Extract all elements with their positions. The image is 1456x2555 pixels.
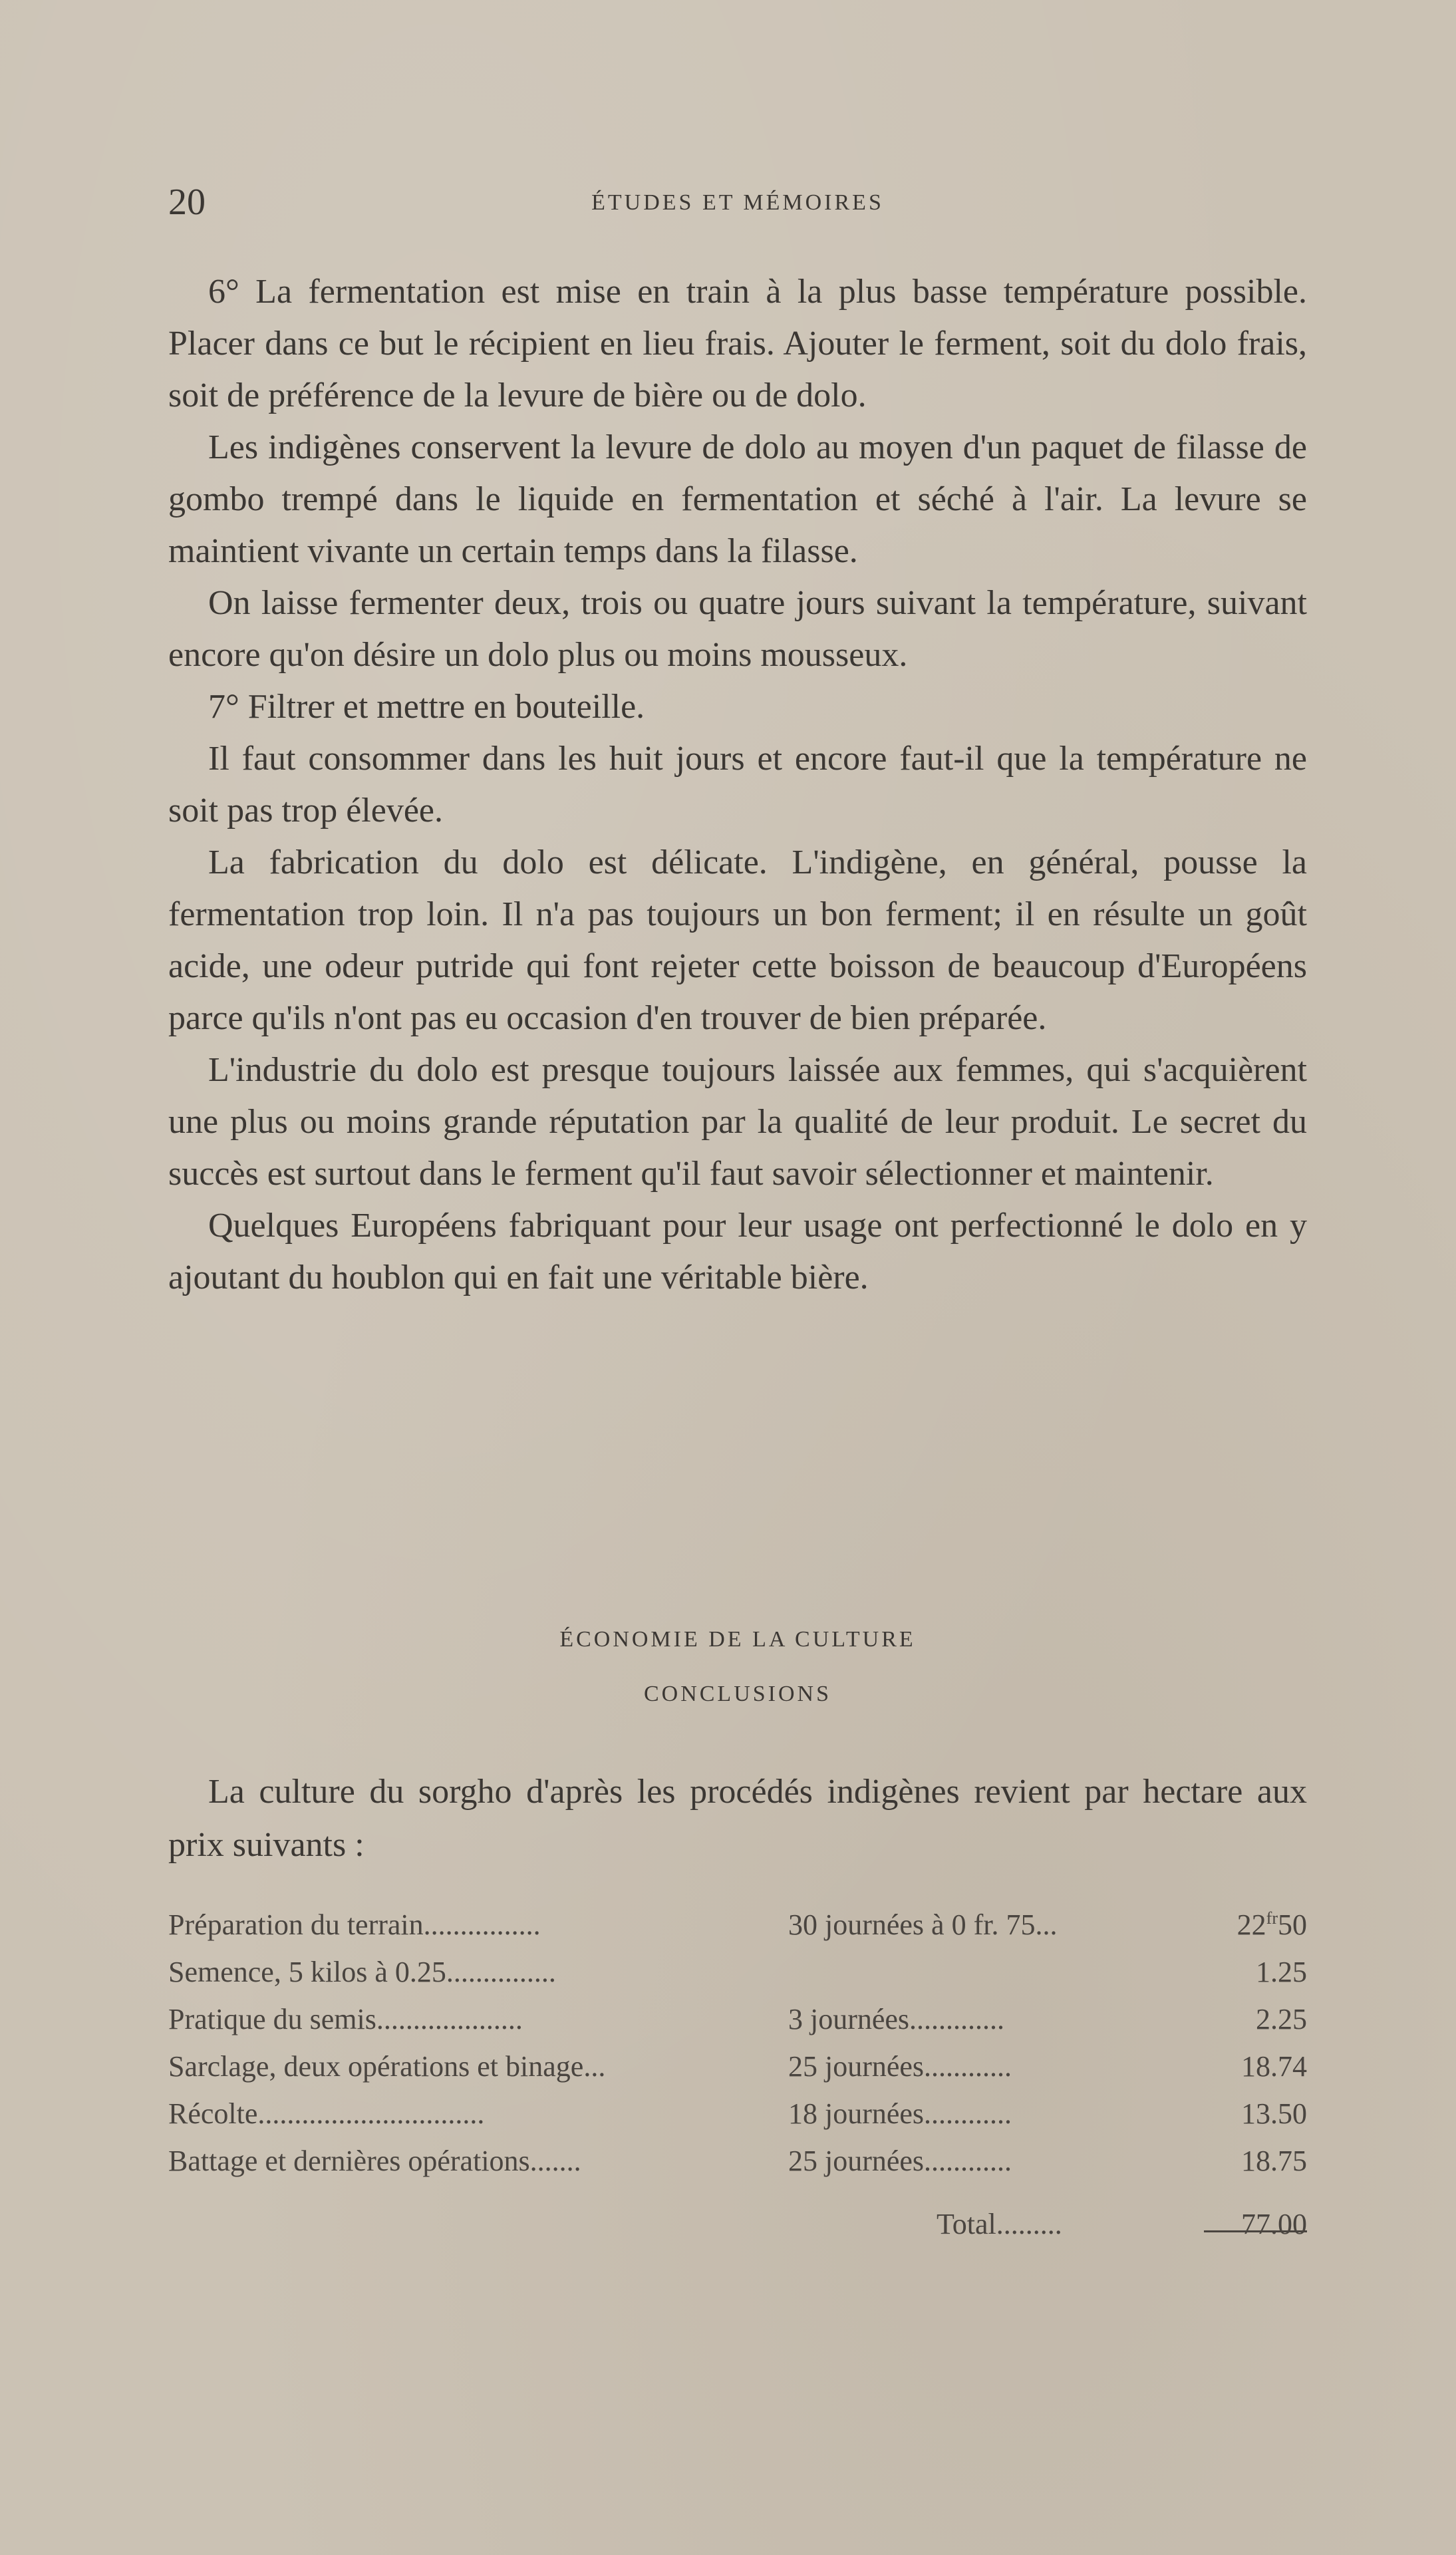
page-header <box>168 181 1307 234</box>
running-title: ÉTUDES ET MÉMOIRES <box>591 190 884 215</box>
row-days: 3 journées............. <box>788 2003 1005 2035</box>
row-item: Semence, 5 kilos à 0.25............... <box>168 1956 556 1988</box>
row-amount: 2.25 <box>1256 2003 1307 2035</box>
row-item: Pratique du semis.................... <box>168 2003 523 2035</box>
row-item: Battage et dernières opérations....... <box>168 2145 581 2177</box>
row-days: 25 journées............ <box>788 2145 1012 2177</box>
section-intro <box>168 1765 1307 1872</box>
paragraph: Il faut consommer dans les huit jours et encore faut-il que la température ne soit pas trop élevée. <box>168 740 1307 829</box>
total-amount: 77.00 <box>1241 2208 1307 2240</box>
total-label: Total......... <box>937 2208 1062 2240</box>
paragraph: La fabrication du dolo est délicate. L'indigène, en général, pousse la fermentation trop loin. Il n'a pas toujours un bon ferment; il en résulte un goût acide, une odeur putride qui font rejeter cette boisson de beaucoup d'Européens parce qu'ils n'ont pas eu occasion d'en trouver de bien préparée. <box>168 843 1307 1037</box>
body-text <box>168 266 1307 1304</box>
row-amount: 18.75 <box>1241 2145 1307 2177</box>
row-days: 18 journées............ <box>788 2097 1012 2130</box>
table-row <box>168 2049 1307 2097</box>
amount-value: 22 <box>1237 1908 1266 1941</box>
paragraph: 6° La fermentation est mise en train à la plus basse température possible. Placer dans ce but le récipient en lieu frais. Ajouter le ferment, soit du dolo frais, soit de préférence de la levure de bière ou de dolo. <box>168 273 1307 414</box>
row-item: Préparation du terrain................ <box>168 1908 541 1941</box>
paragraph: Quelques Européens fabriquant pour leur usage ont perfectionné le dolo en y ajoutant du houblon qui en fait une véritable bière. <box>168 1207 1307 1296</box>
amount-cents: 50 <box>1278 1908 1307 1941</box>
row-amount: 1.25 <box>1256 1956 1307 1988</box>
intro-paragraph: La culture du sorgho d'après les procédés indigènes revient par hectare aux prix suivants : <box>168 1773 1307 1864</box>
section-heading: ÉCONOMIE DE LA CULTURE <box>559 1627 916 1652</box>
paragraph: 7° Filtrer et mettre en bouteille. <box>208 688 645 726</box>
page-number: 20 <box>168 182 206 223</box>
row-item: Récolte............................... <box>168 2097 485 2130</box>
paragraph: On laisse fermenter deux, trois ou quatre jours suivant la température, suivant encore qu'on désire un dolo plus ou moins mousseux. <box>168 584 1307 674</box>
paragraph: L'industrie du dolo est presque toujours laissée aux femmes, qui s'acquièrent une plus ou moins grande réputation par la qualité de leur produit. Le secret du succès est surtout dans le ferment qu'il faut savoir sélectionner et maintenir. <box>168 1051 1307 1193</box>
row-amount: 18.74 <box>1241 2050 1307 2083</box>
paragraph: Les indigènes conservent la levure de dolo au moyen d'un paquet de filasse de gombo trempé dans le liquide en fermentation et séché à l'air. La levure se maintient vivante un certain temps dans la filasse. <box>168 428 1307 570</box>
table-row <box>168 2144 1307 2191</box>
row-item: Sarclage, deux opérations et binage... <box>168 2050 606 2083</box>
table-row <box>168 2002 1307 2049</box>
section-subheading: CONCLUSIONS <box>643 1682 832 1706</box>
row-days: 30 journées à 0 fr. 75... <box>788 1908 1058 1941</box>
amount-unit: fr <box>1266 1908 1278 1928</box>
cost-table <box>168 1908 1307 2191</box>
row-amount <box>1237 1908 1307 1942</box>
total-row <box>168 2207 1307 2254</box>
row-amount: 13.50 <box>1241 2097 1307 2130</box>
table-row <box>168 2097 1307 2144</box>
row-days: 25 journées............ <box>788 2050 1012 2083</box>
table-row <box>168 1908 1307 1955</box>
table-row <box>168 1955 1307 2002</box>
